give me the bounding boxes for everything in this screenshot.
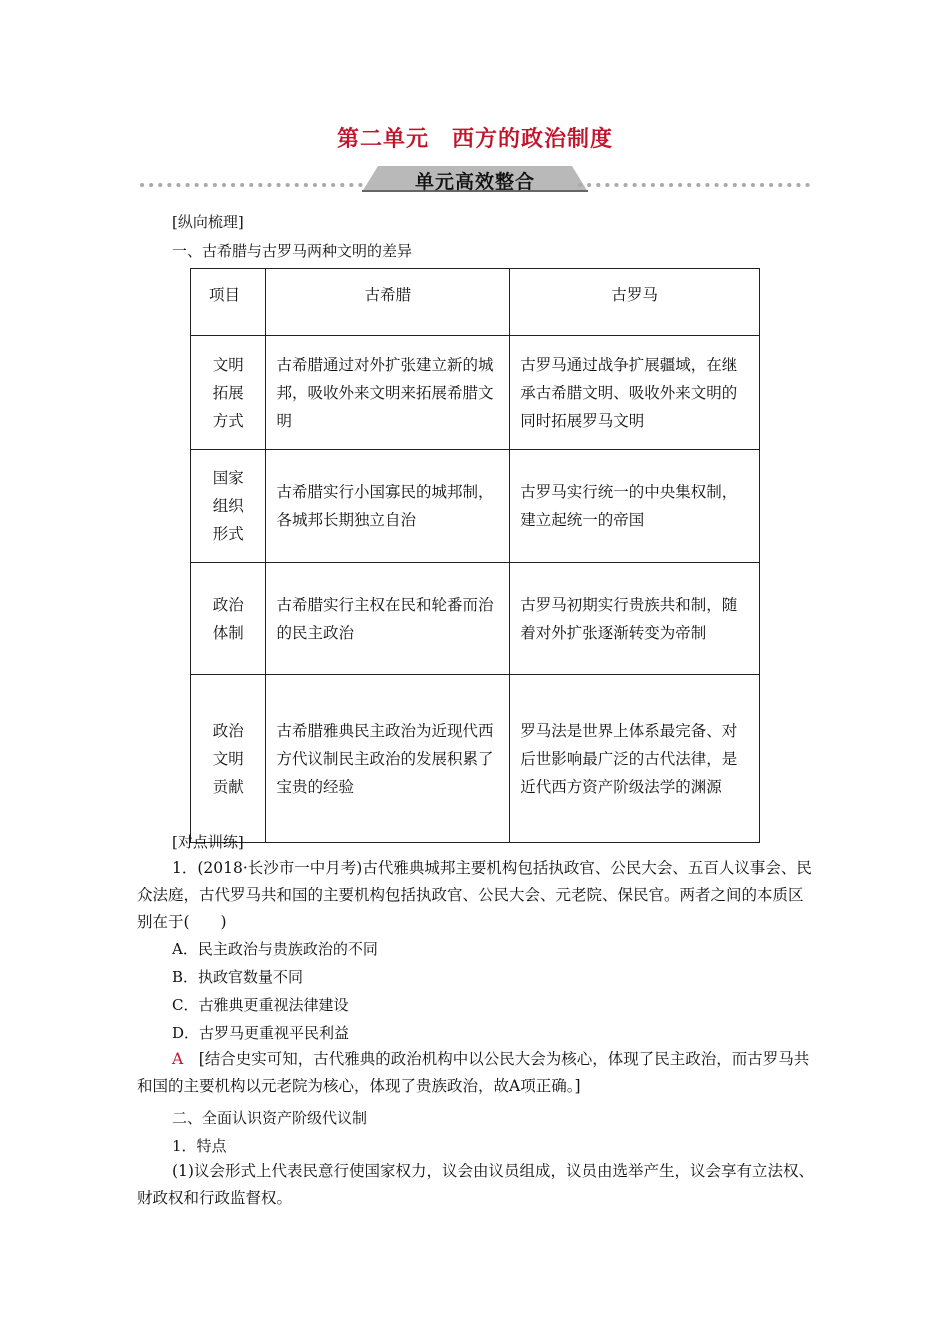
rome-cell: 罗马法是世界上体系最完备、对后世影响最广泛的古代法律，是近代西方资产阶级法学的渊源 <box>510 675 760 843</box>
table-row <box>191 336 760 450</box>
header-cell: 项目 <box>191 269 266 336</box>
banner-label: 单元高效整合 <box>414 171 535 193</box>
item-cell: 政治 文明 贡献 <box>191 675 266 843</box>
table-header-row <box>191 269 760 336</box>
greece-cell: 古希腊通过对外扩张建立新的城邦，吸收外来文明来拓展希腊文明 <box>266 336 510 450</box>
option-c: C．古雅典更重视法律建设 <box>172 996 349 1014</box>
dotted-rule-left <box>140 182 372 188</box>
item-cell: 国家 组织 形式 <box>191 450 266 563</box>
answer-key: A <box>172 1050 184 1068</box>
header-cell: 古希腊 <box>266 269 510 336</box>
item-cell: 文明 拓展 方式 <box>191 336 266 450</box>
section-banner <box>140 166 810 192</box>
explanation-text: [结合史实可知，古代雅典的政治机构中以公民大会为核心，体现了民主政治，而古罗马共和国的主要机构以元老院为核心，体现了贵族政治，故A项正确。] <box>137 1050 810 1095</box>
header-cell: 古罗马 <box>510 269 760 336</box>
greece-cell: 古希腊实行主权在民和轮番而治的民主政治 <box>266 563 510 675</box>
rome-cell: 古罗马通过战争扩展疆域，在继承古希腊文明、吸收外来文明的同时拓展罗马文明 <box>510 336 760 450</box>
section-heading-2: 二、全面认识资产阶级代议制 <box>172 1109 368 1127</box>
answer-explanation <box>137 1046 815 1100</box>
unit-title: 第二单元 西方的政治制度 <box>336 126 613 152</box>
option-d: D．古罗马更重视平民利益 <box>172 1024 350 1042</box>
comparison-table <box>190 268 760 843</box>
greece-cell: 古希腊实行小国寡民的城邦制，各城邦长期独立自治 <box>266 450 510 563</box>
table-row <box>191 675 760 843</box>
greece-cell: 古希腊雅典民主政治为近现代西方代议制民主政治的发展积累了宝贵的经验 <box>266 675 510 843</box>
section-heading: 一、古希腊与古罗马两种文明的差异 <box>172 242 413 260</box>
question-text: 1．(2018·长沙市一中月考)古代雅典城邦主要机构包括执政官、公民大会、五百人议事会、民众法庭，古代罗马共和国的主要机构包括执政官、公民大会、元老院、保民官。两者之间的本质区别在于( ) <box>137 859 812 931</box>
option-b: B．执政官数量不同 <box>172 968 304 986</box>
sub-heading: 1．特点 <box>172 1137 227 1155</box>
table-row <box>191 450 760 563</box>
rome-cell: 古罗马实行统一的中央集权制，建立起统一的帝国 <box>510 450 760 563</box>
dotted-rule-right <box>578 182 810 188</box>
table-row <box>191 563 760 675</box>
section-tag: [纵向梳理] <box>172 213 244 231</box>
option-a: A．民主政治与贵族政治的不同 <box>172 940 378 958</box>
rome-cell: 古罗马初期实行贵族共和制，随着对外扩张逐渐转变为帝制 <box>510 563 760 675</box>
practice-tag: [对点训练] <box>172 833 244 851</box>
point-text: (1)议会形式上代表民意行使国家权力，议会由议员组成，议员由选举产生，议会享有立法权、财政权和行政监督权。 <box>137 1162 814 1207</box>
item-cell: 政治 体制 <box>191 563 266 675</box>
